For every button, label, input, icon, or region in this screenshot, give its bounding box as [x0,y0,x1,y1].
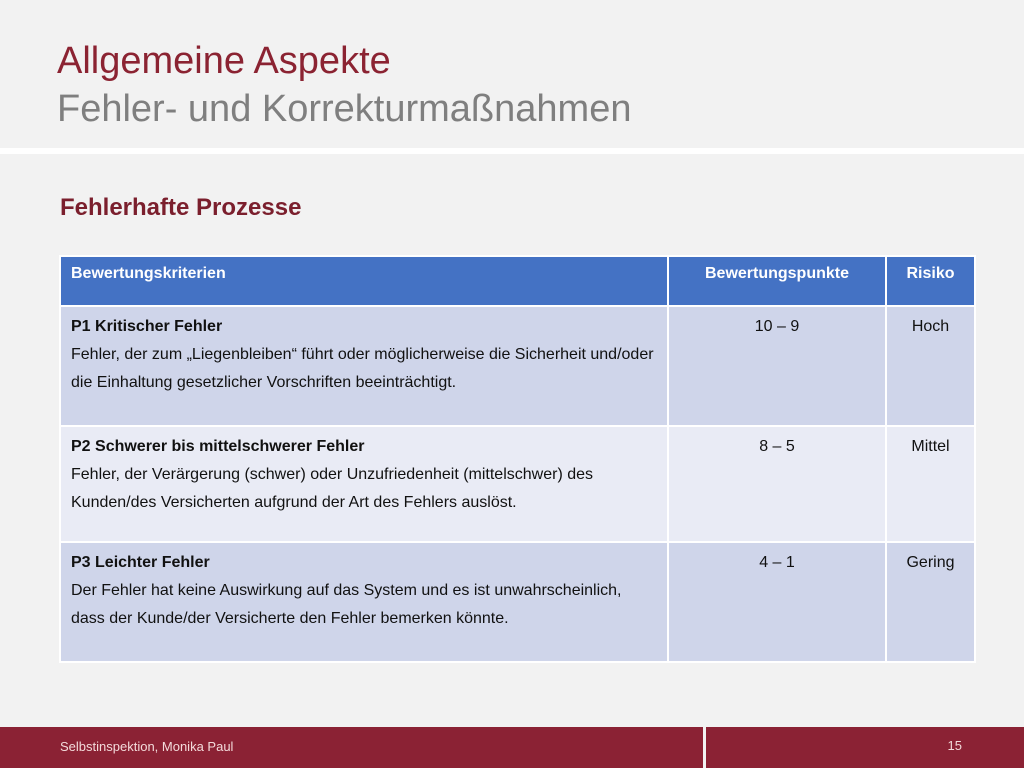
header-points: Bewertungspunkte [668,256,886,306]
risk-cell: Gering [886,542,975,662]
row-title: P2 Schwerer bis mittelschwerer Fehler [71,438,365,455]
criteria-table [59,255,976,663]
points-cell: 8 – 5 [668,426,886,542]
table-header-row [60,256,975,306]
points-cell: 10 – 9 [668,306,886,426]
points-cell: 4 – 1 [668,542,886,662]
table-row [60,306,975,426]
section-heading: Fehlerhafte Prozesse [60,194,302,221]
footer-bar [0,727,1024,768]
header-risk: Risiko [886,256,975,306]
risk-cell: Mittel [886,426,975,542]
criteria-cell [60,426,668,542]
footer-text: Selbstinspektion, Monika Paul [60,739,234,754]
criteria-cell [60,306,668,426]
footer-divider [703,727,706,768]
row-description: Der Fehler hat keine Auswirkung auf das System und es ist unwahrscheinlich, dass der Kunde/der Versicherte den Fehler bemerken könnte. [71,582,622,627]
title-separator [0,148,1024,154]
table-row [60,542,975,662]
slide-subtitle: Fehler- und Korrekturmaßnahmen [57,88,632,130]
row-title: P1 Kritischer Fehler [71,318,223,335]
criteria-cell [60,542,668,662]
page-number: 15 [947,738,962,753]
title-area [0,0,1024,148]
header-criteria: Bewertungskriterien [60,256,668,306]
slide-title: Allgemeine Aspekte [57,40,391,82]
row-title: P3 Leichter Fehler [71,554,210,571]
row-description: Fehler, der Verärgerung (schwer) oder Unzufriedenheit (mittelschwer) des Kunden/des Versicherten aufgrund der Art des Fehlers auslöst. [71,466,594,511]
table-row [60,426,975,542]
risk-cell: Hoch [886,306,975,426]
row-description: Fehler, der zum „Liegenbleiben“ führt oder möglicherweise die Sicherheit und/oder die Einhaltung gesetzlicher Vorschriften beeinträchtigt. [71,346,654,391]
